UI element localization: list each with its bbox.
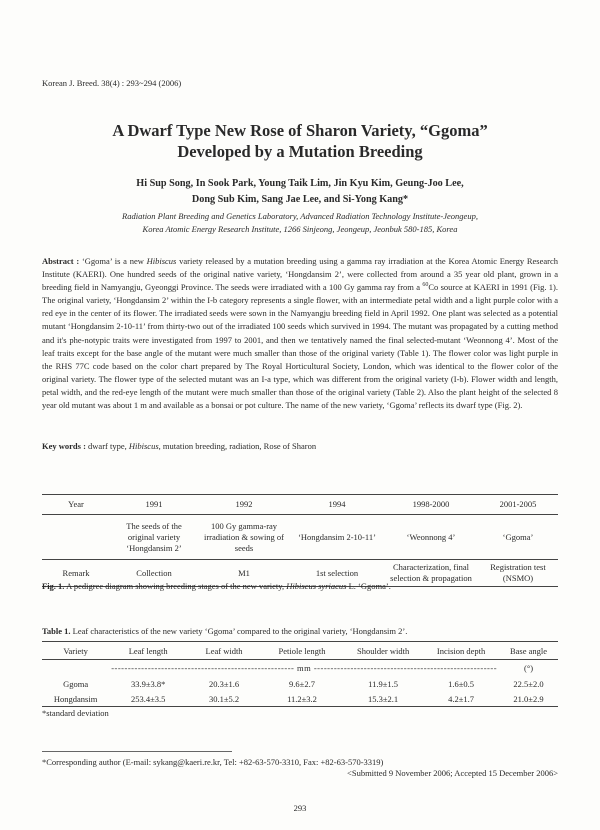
pedigree-cell: ‘Hongdansim 2-10-11’ bbox=[298, 531, 376, 542]
table-cell: 11.9±1.5 bbox=[368, 678, 399, 689]
pedigree-cell: Registration test (NSMO) bbox=[478, 560, 558, 587]
pedigree-cell: 1st selection bbox=[290, 560, 384, 587]
column-header: Petiole length bbox=[261, 642, 343, 660]
figure-1-caption-text: A pedigree diagram showing breeding stages of the new variety, bbox=[64, 581, 287, 591]
submission-dates: <Submitted 9 November 2006; Accepted 15 December 2006> bbox=[347, 768, 558, 778]
authors-line-1: Hi Sup Song, In Sook Park, Young Taik Lim, Jin Kyu Kim, Geung-Joo Lee, bbox=[136, 178, 464, 189]
column-header: Shoulder width bbox=[343, 642, 423, 660]
pedigree-cell: Collection bbox=[110, 560, 198, 587]
abstract-text-1: ‘Ggoma’ is a new bbox=[79, 256, 147, 266]
title-line-2: Developed by a Mutation Breeding bbox=[177, 142, 423, 161]
pedigree-event-row bbox=[42, 515, 558, 560]
leaf-characteristics-table bbox=[42, 641, 558, 707]
page-number: 293 bbox=[293, 803, 307, 813]
pedigree-cell: 1998-2000 bbox=[384, 495, 478, 515]
table-row bbox=[42, 676, 558, 691]
author-list bbox=[70, 176, 530, 208]
paper-title bbox=[60, 120, 540, 162]
keywords bbox=[42, 441, 558, 451]
pedigree-cell: Year bbox=[42, 495, 110, 515]
pedigree-cell: Remark bbox=[42, 560, 110, 587]
pedigree-cell: 100 Gy gamma-ray irradiation & sowing of seeds bbox=[203, 520, 285, 553]
figure-1-caption bbox=[42, 581, 391, 591]
table-cell: 1.6±0.5 bbox=[448, 678, 475, 689]
affiliation-line-1: Radiation Plant Breeding and Genetics Laboratory, Advanced Radiation Technology Institute-Jeongeup, bbox=[122, 211, 478, 221]
pedigree-cell: ‘Ggoma’ bbox=[502, 531, 534, 542]
abstract-text-2: variety released by a mutation breeding using a gamma ray irradiation at the Korea Atomic Energy Research Institute (KAERI). One hundred seeds of the original native variety, ‘Hongdansim 2’, were collected from around a 35 year old plant, grown in a breeding field in Namyangju, Gyeonggi Province. The seeds were irradiated with a 100 Gy gamma ray from a bbox=[42, 256, 559, 293]
table-row bbox=[42, 691, 558, 707]
affiliation bbox=[50, 210, 550, 236]
pedigree-cell: M1 bbox=[198, 560, 290, 587]
table-1-caption-text: Leaf characteristics of the new variety ‘Ggoma’ compared to the original variety, ‘Hongdansim 2’. bbox=[70, 626, 408, 636]
pedigree-diagram bbox=[42, 494, 558, 587]
column-header: Incision depth bbox=[423, 642, 499, 660]
table-cell: Hongdansim bbox=[42, 691, 109, 707]
corresponding-author: *Corresponding author (E-mail: sykang@kaeri.re.kr, Tel: +82-63-570-3310, Fax: +82-63-570-3319) bbox=[42, 757, 384, 767]
table-cell: 21.0±2.9 bbox=[499, 691, 558, 707]
keywords-label: Key words : bbox=[42, 441, 86, 451]
pedigree-cell: The seeds of the original variety ‘Hongdansim 2’ bbox=[126, 520, 182, 553]
pedigree-year-row bbox=[42, 495, 558, 515]
figure-1-species: Hibiscus syriacus bbox=[286, 581, 347, 591]
isotope-superscript: 60 bbox=[422, 282, 429, 289]
unit-degree: (°) bbox=[523, 663, 534, 673]
pedigree-cell bbox=[42, 515, 110, 560]
keywords-text-2: , mutation breeding, radiation, Rose of Sharon bbox=[158, 441, 317, 451]
column-header: Base angle bbox=[499, 642, 558, 660]
pedigree-cell: 1991 bbox=[110, 495, 198, 515]
table-header-row bbox=[42, 642, 558, 660]
title-line-1: A Dwarf Type New Rose of Sharon Variety, “Ggoma” bbox=[112, 121, 488, 140]
table-cell: 253.4±3.5 bbox=[109, 691, 187, 707]
table-cell: 22.5±2.0 bbox=[513, 678, 544, 689]
abstract-genus: Hibiscus bbox=[146, 256, 177, 266]
pedigree-cell: Characterization, final selection & propagation bbox=[384, 560, 478, 587]
abstract bbox=[42, 255, 558, 412]
keywords-text-1: dwarf type, bbox=[85, 441, 129, 451]
units-row bbox=[42, 660, 558, 677]
figure-1-caption-end: L. ‘Ggoma’. bbox=[346, 581, 391, 591]
table-cell: 30.1±5.2 bbox=[187, 691, 261, 707]
abstract-label: Abstract : bbox=[42, 256, 80, 266]
table-cell: 15.3±2.1 bbox=[343, 691, 423, 707]
table-1-label: Table 1. bbox=[42, 626, 71, 636]
table-footnote: *standard deviation bbox=[42, 708, 109, 718]
affiliation-line-2: Korea Atomic Energy Research Institute, 1266 Sinjeong, Jeongeup, Jeonbuk 580-185, Korea bbox=[142, 224, 458, 234]
table-cell: 9.6±2.7 bbox=[289, 678, 315, 689]
table-cell: 4.2±1.7 bbox=[423, 691, 499, 707]
table-cell: 20.3±1.6 bbox=[208, 678, 240, 689]
abstract-text-3: Co source at KAERI in 1991 (Fig. 1). The original variety, ‘Hongdansim 2’ within the I-b category represents a single flower, with an intermediate petal width and a light purple color with a red eye in the center of its flower. The irradiated seeds were sown in the Namyangju breeding field in April 1992. One plant was selected as a potential mutant ‘Hongdansim 2-10-11’ from thirty-two out of the irradiated 100 seeds which survived in 1994. The mutant was propagated by a cutting method and it's phe-notypic traits were investigated from 1997 to 2001, and then we tentatively named the final selected-mutant ‘Weonnong 4’. Most of the leaf traits except for the base angle of the mutant were much smaller than those of the original variety (Table 1). The flower color was light purple in the RHS 77C code based on the color chart prepared by The Royal Horticultural Society, London, which was identical to the flower color of the original variety. The flower type of the selected mutant was an I-a type, which was different from the original variety (I-b). Flower width and length, petal width, and the red-eye length of the mutant were much smaller than those of the original variety (Table 2). Also the plant height of the selected 8 year old mutant was about 1 m and available as a bonsai or pot culture. The name of the new variety, ‘Ggoma’ reflects its dwarf type (Fig. 2). bbox=[42, 282, 559, 411]
pedigree-cell: 1994 bbox=[290, 495, 384, 515]
keywords-genus: Hibiscus bbox=[128, 441, 159, 451]
pedigree-cell: ‘Weonnong 4’ bbox=[406, 531, 456, 542]
figure-1-label: Fig. 1. bbox=[42, 581, 65, 591]
table-1-caption bbox=[42, 626, 407, 636]
authors-line-2: Dong Sub Kim, Sang Jae Lee, and Si-Yong Kang* bbox=[191, 194, 409, 205]
journal-reference: Korean J. Breed. 38(4) : 293~294 (2006) bbox=[42, 78, 182, 88]
column-header: Leaf length bbox=[109, 642, 187, 660]
table-cell: Ggoma bbox=[63, 678, 89, 689]
table-cell: 33.9±3.8* bbox=[130, 678, 166, 689]
unit-mm: ------------------------------------------------------- mm ------------------------------------------------------- bbox=[111, 663, 498, 673]
table-cell: 11.2±3.2 bbox=[261, 691, 343, 707]
column-header: Leaf width bbox=[187, 642, 261, 660]
pedigree-cell: 1992 bbox=[198, 495, 290, 515]
pedigree-cell: 2001-2005 bbox=[478, 495, 558, 515]
footnote-rule bbox=[42, 751, 232, 752]
column-header: Variety bbox=[42, 642, 109, 660]
